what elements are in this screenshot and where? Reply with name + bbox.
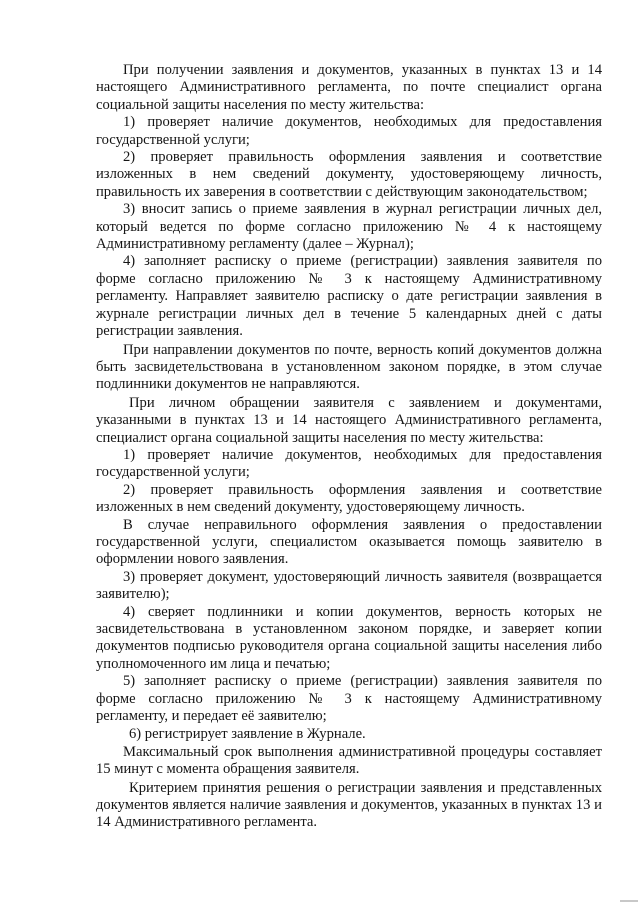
- paragraph-personal-check-form: 2) проверяет правильность оформления заявления и соответствие изложенных в нем сведений документу, удостоверяющему личность.: [96, 481, 602, 516]
- paragraph-copies-verification: 4) сверяет подлинники и копии документов, верность которых не засвидетельствована в установленном законом порядке, и заверяет копии документов подписью руководителя органа социальной защиты населения либо уполномоченного им лица и печатью;: [96, 603, 602, 672]
- document-body: [96, 62, 602, 832]
- paragraph-decision-criteria: Критерием принятия решения о регистрации заявления и представленных документов является наличие заявления и документов, указанных в пунктах 13 и 14 Административного регламента.: [96, 779, 602, 831]
- paragraph-mail-journal-entry: 3) вносит запись о приеме заявления в журнал регистрации личных дел, который ведется по форме согласно приложению № 4 к настоящему Административному регламенту (далее – Журнал);: [96, 201, 602, 253]
- paragraph-personal-receipt: 5) заполняет расписку о приеме (регистрации) заявления заявителя по форме согласно приложению № 3 к настоящему Административному регламенту, и передает её заявителю;: [96, 673, 602, 725]
- paragraph-mail-check-documents: 1) проверяет наличие документов, необходимых для предоставления государственной услуги;: [96, 114, 602, 148]
- paragraph-max-duration: Максимальный срок выполнения административной процедуры составляет 15 минут с момента обращения заявителя.: [96, 743, 602, 778]
- paragraph-personal-intake: При личном обращении заявителя с заявлением и документами, указанными в пунктах 13 и 14 настоящего Административного регламента, специалист органа социальной защиты населения по месту жительства:: [96, 394, 602, 446]
- paragraph-mail-receipt: 4) заполняет расписку о приеме (регистрации) заявления заявителя по форме согласно приложению № 3 к настоящему Административному регламенту. Направляет заявителю расписку о дате регистрации заявления в журнале регистрации личных дел в течение 5 календарных дней с даты регистрации заявления.: [96, 253, 602, 340]
- paragraph-mail-copies: При направлении документов по почте, верность копий документов должна быть засвидетельствована в установленном законом порядке, в этом случае подлинники документов не направляются.: [96, 341, 602, 393]
- paragraph-mail-intake: При получении заявления и документов, указанных в пунктах 13 и 14 настоящего Административного регламента, по почте специалист органа социальной защиты населения по месту жительства:: [96, 62, 602, 113]
- paragraph-personal-check-documents: 1) проверяет наличие документов, необходимых для предоставления государственной услуги;: [96, 446, 602, 481]
- paragraph-incorrect-form: В случае неправильного оформления заявления о предоставлении государственной услуги, специалистом оказывается помощь заявителю в оформлении нового заявления.: [96, 516, 602, 568]
- paragraph-mail-check-form: 2) проверяет правильность оформления заявления и соответствие изложенных в нем сведений документу, удостоверяющему личность, правильность их заверения в соответствии с действующим законодательством;: [96, 149, 602, 200]
- paragraph-identity-check: 3) проверяет документ, удостоверяющий личность заявителя (возвращается заявителю);: [96, 568, 602, 603]
- paragraph-journal-registration: 6) регистрирует заявление в Журнале.: [129, 726, 366, 743]
- scan-edge-mark: [620, 900, 638, 902]
